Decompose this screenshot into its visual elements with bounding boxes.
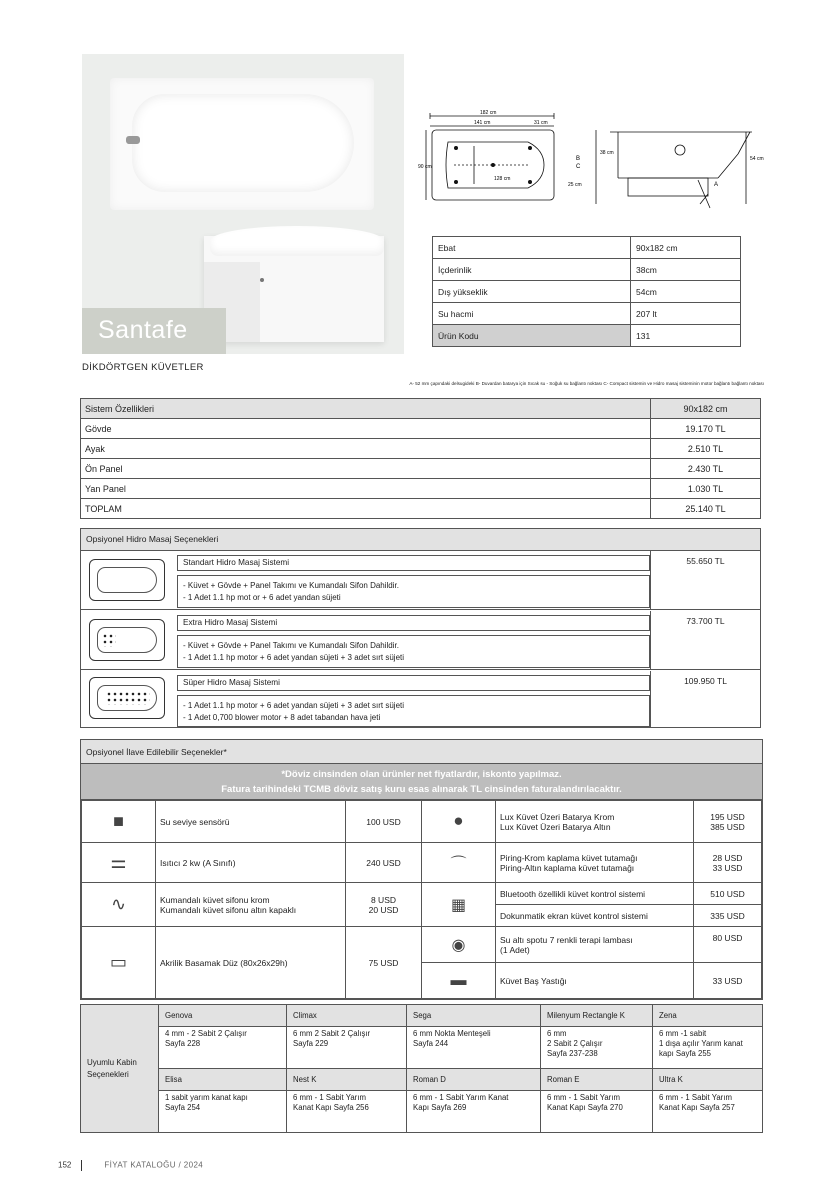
extra-hydro-tub-icon	[89, 619, 165, 661]
product-name: Santafe	[82, 308, 226, 354]
bathtub-top-view-image	[110, 78, 374, 210]
table-row: ⚌ Isıtıcı 2 kw (A Sınıfı) 240 USD ⌒ Piring-Krom kaplama küvet tutamağı Piring-Altın kaplama küvet tutamağı 28 USD 33 USD	[82, 843, 762, 883]
connection-note: A- 52 mm çapındaki delsugideki B- Duvardan batarya için Sıcak su - Soğuk su bağlantı noktası C- Compact sistemin ve Hidro masaj sisteminin motor bağlantı bağlantı noktası	[409, 381, 764, 386]
faucet-icon: ⚫	[422, 801, 496, 843]
water-level-sensor-icon: ■	[82, 801, 156, 843]
side-dim-b: B	[576, 156, 581, 162]
table-row: ▬ Küvet Baş Yastığı 33 USD	[82, 963, 762, 999]
catalog-title: FİYAT KATALOĞU / 2024	[104, 1160, 204, 1170]
table-row-total: TOPLAM 25.140 TL	[81, 499, 761, 519]
hydro-option-extra: Extra Hidro Masaj Sistemi - Küvet + Gövde + Panel Takımı ve Kumandalı Sifon Dahildir. - 1 Adet 1.1 hp motor + 6 adet yandan süjeti + 3 adet sırt süjeti 73.700 TL	[81, 611, 760, 670]
side-dim-25: 25 cm	[568, 182, 582, 188]
drain-siphon-icon: ∿	[82, 883, 156, 927]
side-dim-c: C	[576, 164, 581, 170]
optional-table	[81, 800, 762, 999]
optional-additions-section	[80, 739, 763, 1000]
hydro-option-standard: Standart Hidro Masaj Sistemi - Küvet + Gövde + Panel Takımı ve Kumandalı Sifon Dahildir. - 1 Adet 1.1 hp mot or + 6 adet yandan süjeti 55.650 TL	[81, 551, 760, 610]
table-row: ■ Su seviye sensörü 100 USD ⚫ Lux Küvet Üzeri Batarya Krom Lux Küvet Üzeri Batarya Altın 195 USD 385 USD	[82, 801, 762, 843]
dim-end: 31 cm	[534, 120, 548, 126]
dim-inner-length: 141 cm	[474, 120, 491, 126]
table-row: Yan Panel 1.030 TL	[81, 479, 761, 499]
table-row: ∿ Kumandalı küvet sifonu krom Kumandalı küvet sifonu altın kapaklı 8 USD 20 USD ▦ Bluetooth özellikli küvet kontrol sistemi 510 USD	[82, 883, 762, 905]
head-pillow-icon: ▬	[422, 963, 496, 999]
page-footer	[58, 1160, 203, 1171]
dim-inner-width: 128 cm	[494, 176, 511, 182]
page-number: 152	[58, 1160, 72, 1170]
table-row: 1 sabit yarım kanat kapı Sayfa 254 6 mm - 1 Sabit Yarım Kanat Kapı Sayfa 256 6 mm - 1 Sabit Yarım Kanat Kapı Sayfa 269 6 mm - 1 Sabit Yarım Kanat Kapı Sayfa 270 6 mm - 1 Sabit Yarım Kanat Kapı Sayfa 257	[81, 1091, 763, 1133]
spec-row-product-code: Ürün Kodu 131	[433, 325, 741, 347]
acrylic-step-icon: ▭	[82, 927, 156, 999]
hydro-massage-section	[80, 528, 761, 728]
side-dim-a: A	[714, 182, 719, 188]
currency-warning: *Döviz cinsinden olan ürünler net fiyatlardır, iskonto yapılmaz. Fatura tarihindeki TCMB döviz satış kuru esas alınarak TL cinsinden faturalandırılacaktır.	[81, 764, 762, 800]
standard-hydro-tub-icon	[89, 559, 165, 601]
hydro-title: Opsiyonel Hidro Masaj Seçenekleri	[81, 529, 760, 551]
table-row: Dokunmatik ekran küvet kontrol sistemi 335 USD	[82, 905, 762, 927]
cabin-label: Uyumlu Kabin Seçenekleri	[81, 1005, 159, 1133]
table-row: ▭ Akrilik Basamak Düz (80x26x29h) 75 USD ◉ Su altı spotu 7 renkli terapi lambası (1 Adet) 80 USD	[82, 927, 762, 963]
product-photo	[82, 54, 404, 354]
hydro-price: 109.950 TL	[650, 671, 760, 727]
table-row: Ön Panel 2.430 TL	[81, 459, 761, 479]
top-view-drawing	[418, 108, 563, 208]
table-row: 4 mm - 2 Sabit 2 Çalışır Sayfa 228 6 mm 2 Sabit 2 Çalışır Sayfa 229 6 mm Nokta Menteşeli Sayfa 244 6 mm 2 Sabit 2 Çalışır Sayfa 237-238 6 mm -1 sabit 1 dışa açılır Yarım kanat kapı Sayfa 255	[81, 1027, 763, 1069]
spec-row: Su hacmi 207 lt	[433, 303, 741, 325]
table-row: Ayak 2.510 TL	[81, 439, 761, 459]
bathtub-perspective-image	[204, 236, 384, 342]
system-header-row: Sistem Özellikleri 90x182 cm	[81, 399, 761, 419]
category-caption: DİKDÖRTGEN KÜVETLER	[82, 362, 204, 373]
heater-icon: ⚌	[82, 843, 156, 883]
side-view-drawing	[568, 124, 768, 214]
optional-title: Opsiyonel İlave Edilebilir Seçenekler*	[81, 740, 762, 764]
hydro-price: 55.650 TL	[650, 551, 760, 609]
table-row: Uyumlu Kabin Seçenekleri Genova Climax Sega Milenyum Rectangle K Zena	[81, 1005, 763, 1027]
super-hydro-tub-icon	[89, 677, 165, 719]
spec-row: İçderinlik 38cm	[433, 259, 741, 281]
dim-width: 90 cm	[418, 164, 432, 170]
table-row: Elisa Nest K Roman D Roman E Ultra K	[81, 1069, 763, 1091]
spec-row: Ebat 90x182 cm	[433, 237, 741, 259]
grab-handle-icon: ⌒	[422, 843, 496, 883]
underwater-light-icon: ◉	[422, 927, 496, 963]
side-dim-54: 54 cm	[750, 156, 764, 162]
dim-length: 182 cm	[480, 110, 497, 116]
compatible-cabins-table	[80, 1004, 763, 1133]
system-price-table	[80, 398, 761, 519]
hydro-option-super: Süper Hidro Masaj Sistemi - 1 Adet 1.1 hp motor + 6 adet yandan süjeti + 3 adet sırt süjeti - 1 Adet 0,700 blower motor + 8 adet tabandan hava jeti 109.950 TL	[81, 671, 760, 727]
side-dim-38: 38 cm	[600, 150, 614, 156]
table-row: Gövde 19.170 TL	[81, 419, 761, 439]
control-panel-icon: ▦	[422, 883, 496, 927]
spec-table	[432, 236, 741, 347]
hydro-price: 73.700 TL	[650, 611, 760, 669]
spec-row: Dış yükseklik 54cm	[433, 281, 741, 303]
